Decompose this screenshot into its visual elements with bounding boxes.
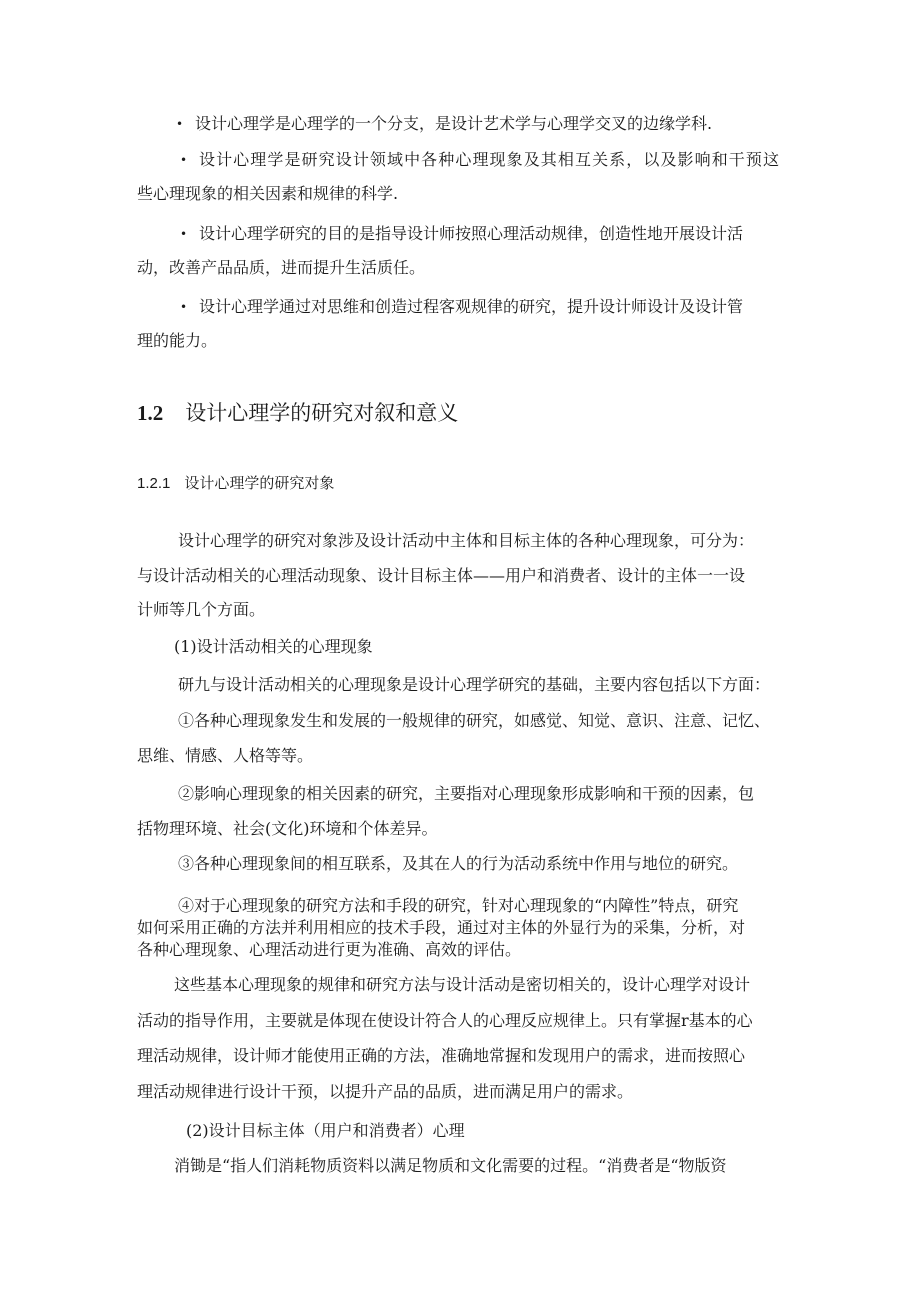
subheading-1: (1)设计活动相关的心理现象 (174, 637, 373, 656)
bullet-item-3-line-2: 动，改善产品品质，进而提升生活质任。 (137, 258, 426, 277)
subheading-2: (2)设计目标主体（用户和消费者）心理 (186, 1121, 465, 1140)
bullet-marker: • (180, 153, 188, 167)
bullet-item-4-line-2: 理的能力。 (137, 331, 218, 350)
paragraph-1-line-1: 设计心理学的研究对象涉及设计活动中主体和目标主体的各种心理现象，可分为： (178, 531, 755, 550)
bullet-item-2-line-2: 些心理现象的相关因素和规律的科学. (137, 184, 399, 203)
paragraph-1-line-3: 计师等几个方面。 (137, 600, 266, 619)
section-heading (137, 398, 458, 428)
list-item-4-line-1: ④对于心理现象的研究方法和手段的研究，针对心理现象的“内障性”特点，研究 (178, 896, 739, 915)
bullet-marker: • (176, 117, 184, 131)
paragraph-2-line-1: 研九与设计活动相关的心理现象是设计心理学研究的基础，主要内容包括以下方面： (178, 675, 771, 694)
subsection-number: 1.2.1 (137, 475, 171, 492)
paragraph-3-line-2: 活动的指导作用，主要就是体现在使设计符合人的心理反应规律上。只有掌握r基本的心 (137, 1011, 753, 1030)
paragraph-4-line-1: 消锄是“指人们消耗物质资料以满足物质和文化需要的过程。“消费者是“物版资 (174, 1156, 727, 1175)
list-item-3-line-1: ③各种心理现象间的相互联系，及其在人的行为活动系统中作用与地位的研究。 (178, 854, 739, 873)
bullet-item-3-line-1: 设计心理学研究的目的是指导设计师按照心理活动规律，创造性地开展设计活 (199, 224, 744, 243)
paragraph-1-line-2: 与设计活动相关的心理活动现象、设计目标主体——用户和消费者、设计的主体一一设 (137, 566, 746, 585)
bullet-item-4-line-1: 设计心理学通过对思维和创造过程客观规律的研究，提升设计师设计及设计管 (199, 297, 744, 316)
paragraph-3-line-4: 理活动规律进行设计干预，以提升产品的品质，进而满足用户的需求。 (137, 1082, 634, 1101)
bullet-item-2-line-1: 设计心理学是研究设计领域中各种心理现象及其相互关系，以及影响和干预这 (199, 150, 779, 169)
list-item-4-line-3: 各种心理现象、心理活动进行更为准确、高效的评估。 (137, 940, 522, 959)
subsection-heading (137, 472, 334, 495)
bullet-marker: • (180, 300, 188, 314)
bullet-marker: • (180, 227, 188, 241)
bullet-item-1-line-1: 设计心理学是心理学的一个分支，是设计艺术学与心理学交叉的边缘学科. (195, 114, 713, 133)
list-item-4-line-2: 如何采用正确的方法并利用相应的技术手段，通过对主体的外显行为的采集，分析，对 (137, 918, 746, 937)
list-item-1-line-1: ①各种心理现象发生和发展的一般规律的研究，如感觉、知觉、意识、注意、记忆、 (178, 711, 771, 730)
list-item-1-line-2: 思维、情感、人格等等。 (137, 746, 314, 765)
section-number: 1.2 (137, 401, 164, 425)
subsection-title: 设计心理学的研究对象 (184, 474, 335, 492)
paragraph-3-line-3: 理活动规律，设计师才能使用正确的方法，准确地常握和发现用户的需求，进而按照心 (137, 1046, 746, 1065)
list-item-2-line-1: ②影响心理现象的相关因素的研究，主要指对心理现象形成影响和干预的因素，包 (178, 784, 755, 803)
section-title: 设计心理学的研究对叙和意义 (185, 401, 459, 425)
paragraph-3-line-1: 这些基本心理现象的规律和研究方法与设计活动是密切相关的，设计心理学对设计 (174, 975, 751, 994)
list-item-2-line-2: 括物理环境、社会(文化)环境和个体差异。 (137, 819, 438, 838)
